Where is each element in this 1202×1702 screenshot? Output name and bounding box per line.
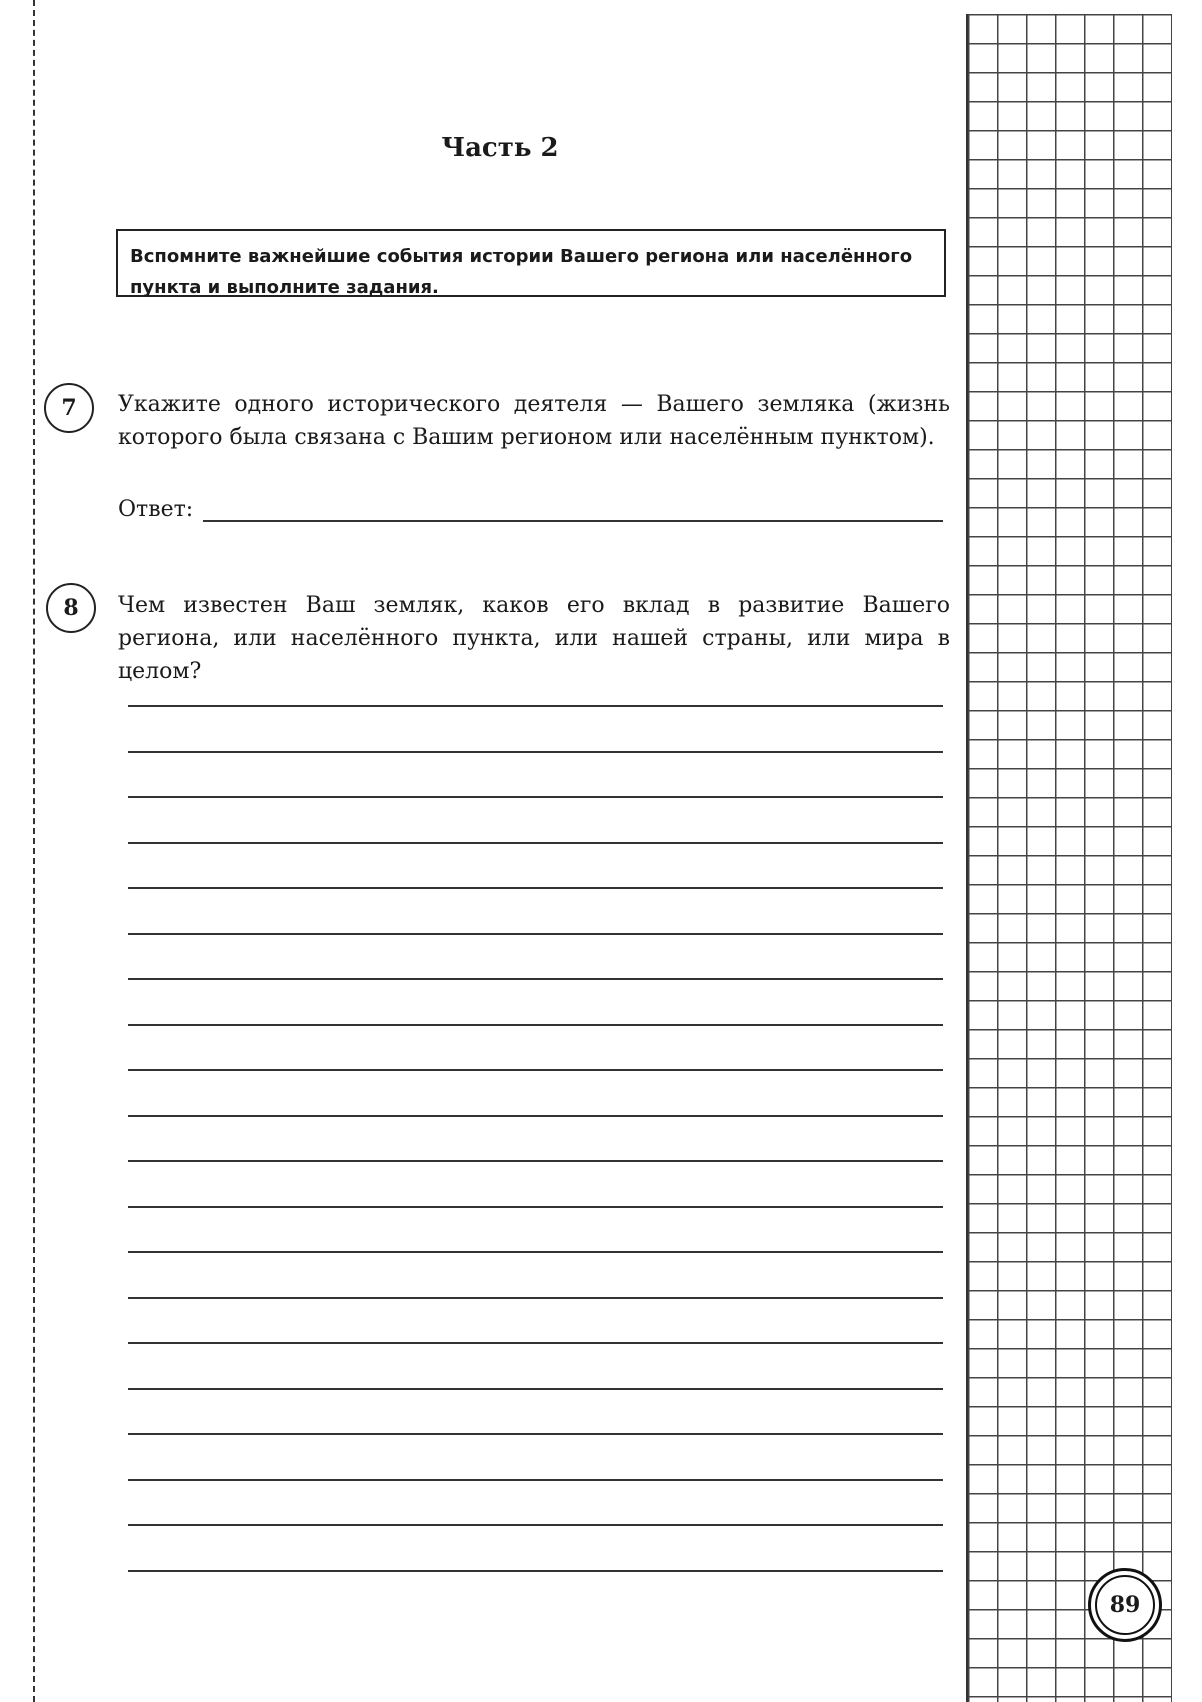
task-number-8: 8 [46, 583, 96, 633]
task-7-answer-row [118, 497, 943, 522]
task-7-text: Укажите одного исторического деятеля — Вашего земляка (жизнь которого была связана с Вашим регионом или населённым пунктом). [118, 392, 950, 450]
answer-line[interactable] [128, 1433, 943, 1435]
answer-line[interactable] [128, 1115, 943, 1117]
task-7-answer-field[interactable] [203, 498, 943, 522]
answer-line[interactable] [128, 1570, 943, 1572]
answer-line[interactable] [128, 1342, 943, 1344]
instruction-text: Вспомните важнейшие события истории Вашего региона или населённого пункта и выполните задания. [130, 246, 913, 298]
answer-line[interactable] [128, 842, 943, 844]
draft-grid [966, 14, 1172, 1702]
instruction-box [116, 229, 946, 297]
answer-line[interactable] [128, 1388, 943, 1390]
answer-line[interactable] [128, 978, 943, 980]
part-title: Часть 2 [441, 133, 559, 163]
answer-line[interactable] [128, 1206, 943, 1208]
answer-line[interactable] [128, 1297, 943, 1299]
task-number-7: 7 [44, 383, 94, 433]
answer-line[interactable] [128, 751, 943, 753]
answer-line[interactable] [128, 796, 943, 798]
answer-line[interactable] [128, 1524, 943, 1526]
answer-line[interactable] [128, 1024, 943, 1026]
cut-line [33, 0, 35, 1702]
page-number-badge [1088, 1568, 1162, 1642]
answer-line[interactable] [128, 887, 943, 889]
answer-line[interactable] [128, 933, 943, 935]
answer-line[interactable] [128, 705, 943, 707]
answer-line[interactable] [128, 1069, 943, 1071]
answer-line[interactable] [128, 1160, 943, 1162]
answer-label: Ответ: [118, 497, 194, 522]
page-number: 89 [1095, 1575, 1155, 1635]
answer-line[interactable] [128, 1479, 943, 1481]
task-8-text: Чем известен Ваш земляк, каков его вклад в развитие Вашего региона, или населённого пункта, или нашей страны, или мира в целом? [118, 593, 950, 684]
answer-line[interactable] [128, 1251, 943, 1253]
